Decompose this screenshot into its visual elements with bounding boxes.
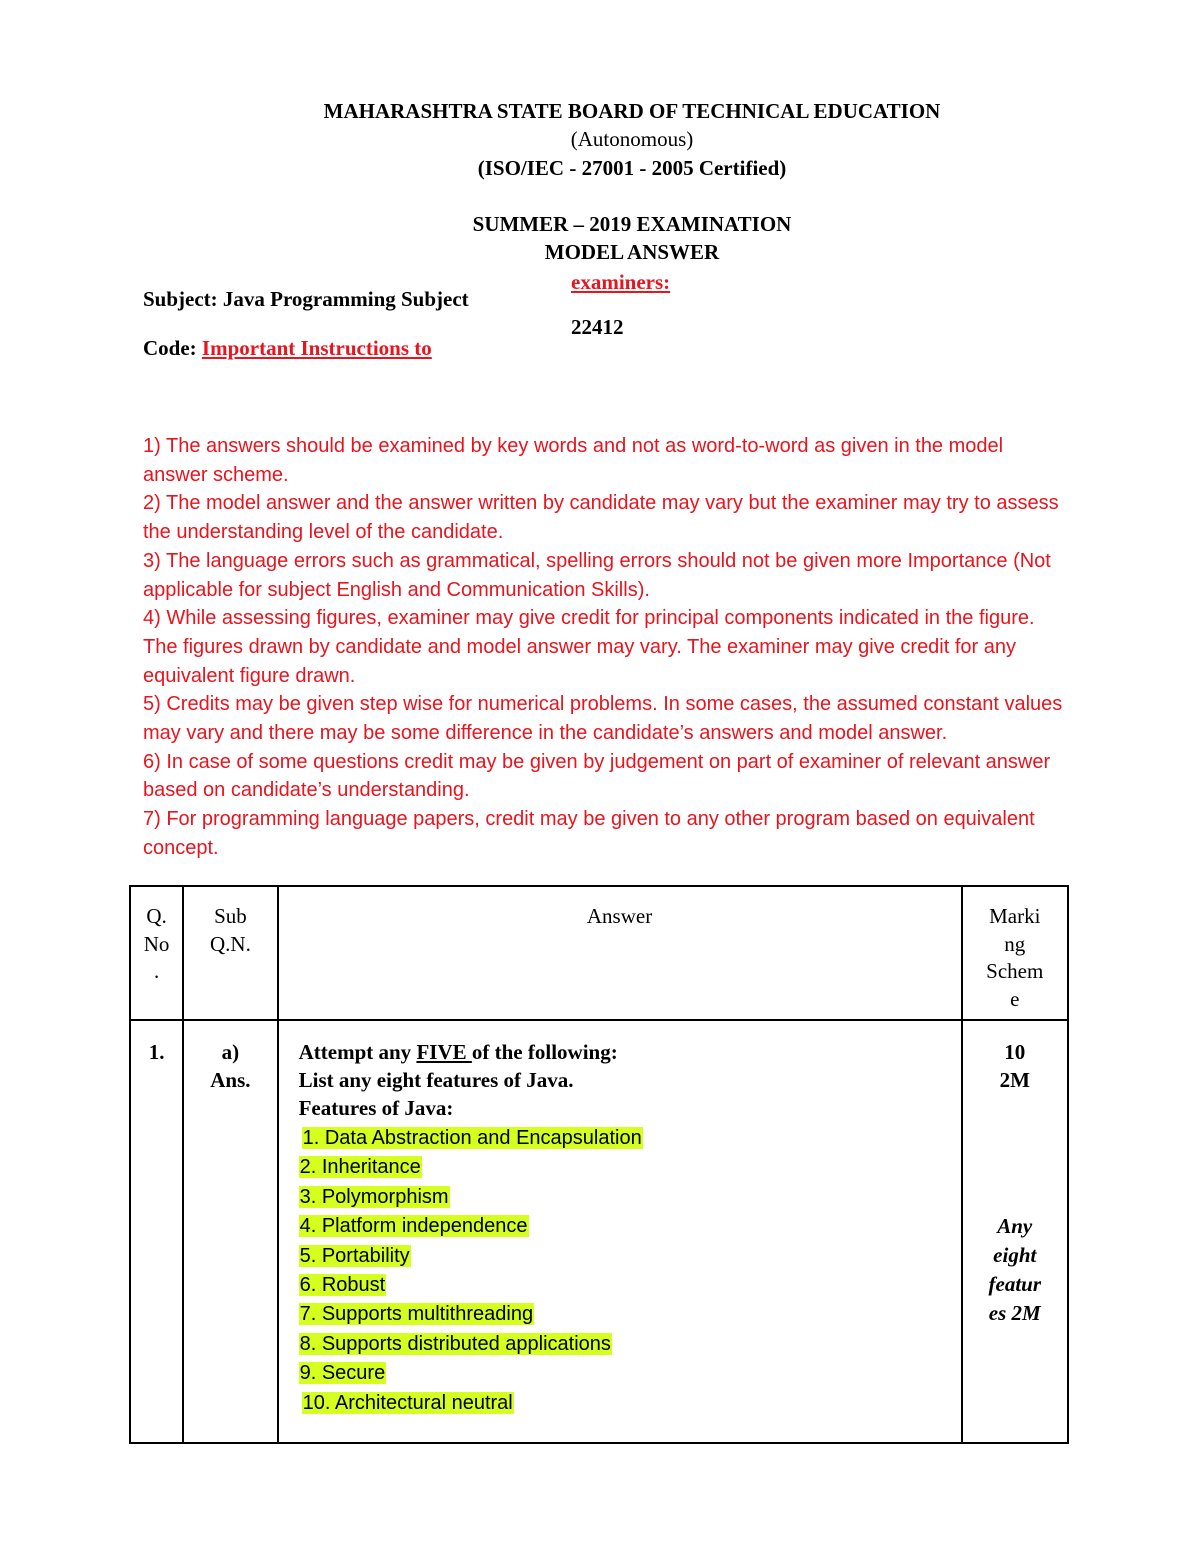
- header-marking-scheme: Marki ng Schem e: [962, 886, 1068, 1020]
- table-header-row: [130, 886, 1068, 1020]
- list-item: 10. Architectural neutral: [302, 1391, 513, 1414]
- code-label: Code:: [143, 336, 197, 360]
- list-item: 4. Platform independence: [299, 1215, 528, 1238]
- exam-title: SUMMER – 2019 EXAMINATION: [472, 212, 792, 236]
- question-number-cell: 1.: [130, 1020, 183, 1443]
- marks-note: Any eight featur es 2M: [988, 1214, 1041, 1325]
- header-qno: Q. No .: [130, 886, 183, 1020]
- list-item: 2. Inheritance: [299, 1156, 421, 1179]
- board-title: MAHARASHTRA STATE BOARD OF TECHNICAL EDUCATION: [323, 99, 941, 123]
- list-item: 8. Supports distributed applications: [299, 1332, 611, 1355]
- marks-each: 2M: [999, 1068, 1030, 1092]
- model-answer-title: MODEL ANSWER: [544, 240, 720, 264]
- instruction-item: 3) The language errors such as grammatical, spelling errors should not be given more Importance (Not applicable for subject English and Communication Skills).: [143, 549, 1051, 601]
- subject-label: Subject: Java Programming Subject: [143, 287, 469, 311]
- features-title: Features of Java:: [298, 1096, 454, 1120]
- certification-label: (ISO/IEC - 27001 - 2005 Certified): [477, 156, 787, 180]
- list-item: 1. Data Abstraction and Encapsulation: [302, 1127, 642, 1149]
- marks-cell: [962, 1020, 1068, 1443]
- question-text: List any eight features of Java.: [298, 1068, 574, 1092]
- marks-total: 10: [1004, 1040, 1026, 1064]
- sub-question-cell: a) Ans.: [183, 1020, 277, 1443]
- header-sub-qn: Sub Q.N.: [183, 886, 277, 1020]
- instruction-item: 1) The answers should be examined by key words and not as word-to-word as given in the model answer scheme.: [143, 435, 1004, 486]
- list-item: 5. Portability: [299, 1244, 410, 1267]
- attempt-instruction: Attempt any FIVE of the following:: [298, 1040, 618, 1064]
- list-item: 6. Robust: [299, 1274, 386, 1297]
- answer-table: [129, 885, 1069, 1444]
- list-item: 7. Supports multithreading: [299, 1303, 534, 1326]
- list-item: 3. Polymorphism: [299, 1185, 449, 1208]
- instructions-list: [143, 432, 1073, 863]
- header-answer: Answer: [278, 886, 962, 1020]
- table-row: [130, 1020, 1068, 1443]
- examiners-label: examiners:: [571, 270, 671, 294]
- list-item: 9. Secure: [299, 1362, 386, 1385]
- instruction-item: 5) Credits may be given step wise for numerical problems. In some cases, the assumed constant values may vary and there may be some difference in the candidate’s answers and model answer.: [143, 693, 1063, 745]
- answer-cell: [278, 1020, 962, 1443]
- subject-code: 22412: [571, 315, 624, 339]
- code-line: [143, 334, 432, 362]
- instructions-heading: Important Instructions to: [201, 336, 432, 360]
- instruction-item: 2) The model answer and the answer written by candidate may vary but the examiner may try to assess the understanding level of the candidate.: [143, 492, 1059, 544]
- instruction-item: 7) For programming language papers, credit may be given to any other program based on equivalent concept.: [143, 808, 1035, 859]
- features-list: [299, 1124, 961, 1418]
- instruction-item: 6) In case of some questions credit may be given by judgement on part of examiner of relevant answer based on candidate’s understanding.: [143, 750, 1051, 802]
- instruction-item: 4) While assessing figures, examiner may give credit for principal components indicated in the figure. The figures drawn by candidate and model answer may vary. The examiner may give credit for any equivalent figure drawn.: [143, 607, 1035, 687]
- autonomous-label: (Autonomous): [570, 127, 694, 151]
